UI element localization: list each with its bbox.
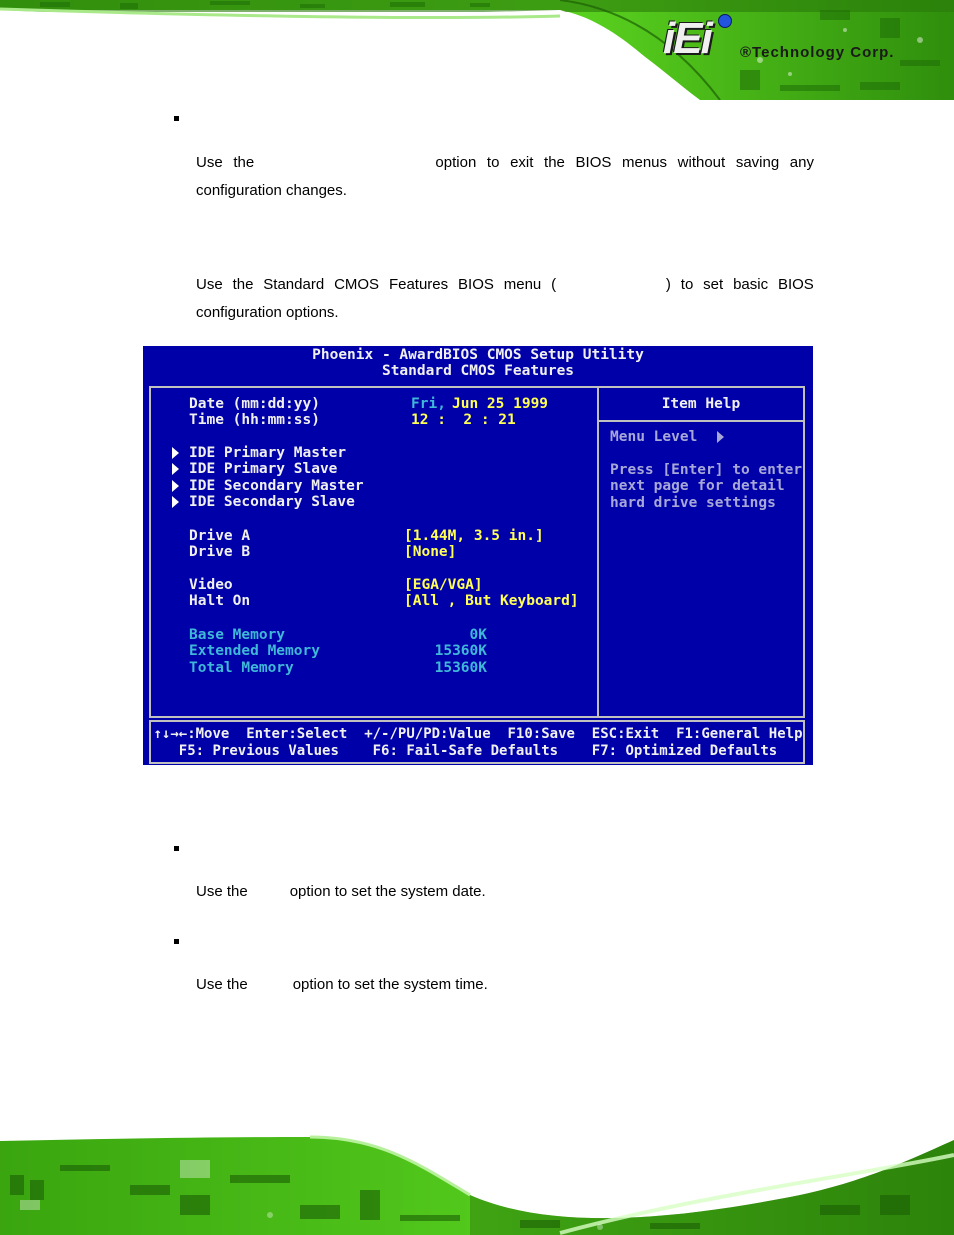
video-value[interactable]: [EGA/VGA]: [404, 577, 483, 593]
paragraph-line: configuration options.: [196, 304, 339, 321]
submenu-arrow-icon: [172, 463, 179, 475]
word: (: [551, 276, 557, 293]
word: menu: [503, 276, 542, 293]
word: any: [789, 154, 814, 171]
text-segment: Use the: [196, 883, 248, 900]
paragraph-standard-cmos: [196, 271, 814, 327]
video-label[interactable]: Video: [189, 577, 233, 593]
help-line: hard drive settings: [610, 495, 776, 511]
paragraph-time: [196, 971, 814, 999]
word: basic: [733, 276, 769, 293]
word: exit: [510, 154, 534, 171]
word: to: [680, 276, 694, 293]
page-header: [0, 0, 954, 100]
menu-level-label: Menu Level: [610, 429, 698, 445]
help-line: Press [Enter] to enter: [610, 462, 803, 478]
company-logo-mark: iEi: [663, 14, 711, 63]
word: CMOS: [334, 276, 380, 293]
paragraph-exit-option: [196, 149, 814, 205]
menu-level-arrow-icon: [717, 431, 724, 443]
word: BIOS: [575, 154, 612, 171]
bullet-icon: [174, 939, 179, 944]
bullet-icon: [174, 846, 179, 851]
word: BIOS: [777, 276, 814, 293]
halt-on-label[interactable]: Halt On: [189, 593, 251, 609]
base-memory-label: Base Memory: [189, 627, 286, 643]
extended-memory-label: Extended Memory: [189, 643, 320, 659]
date-label[interactable]: Date (mm:dd:yy): [189, 396, 320, 412]
word: saving: [735, 154, 780, 171]
item-help-title: Item Help: [661, 396, 741, 412]
date-day: Fri,: [411, 396, 446, 412]
text-segment: option to set the system time.: [292, 976, 488, 993]
total-memory-value: 15360K: [434, 660, 487, 676]
ide-secondary-slave[interactable]: IDE Secondary Slave: [189, 494, 355, 510]
word: to: [486, 154, 500, 171]
total-memory-label: Total Memory: [189, 660, 294, 676]
paragraph-line: configuration changes.: [196, 182, 347, 199]
halt-on-value[interactable]: [All , But Keyboard]: [404, 593, 579, 609]
date-value[interactable]: Jun 25 1999: [452, 396, 549, 412]
drive-a-value[interactable]: [1.44M, 3.5 in.]: [404, 528, 544, 544]
bios-subtitle: Standard CMOS Features: [381, 363, 575, 379]
logo-dot-icon: [718, 14, 732, 28]
bios-screenshot: [143, 346, 813, 765]
text-segment: Use the: [196, 976, 248, 993]
paragraph-line: [196, 271, 814, 299]
bios-key-help-line1: ↑↓→←:Move Enter:Select +/-/PU/PD:Value F10:Save ESC:Exit F1:General Help: [153, 726, 803, 742]
word: set: [703, 276, 724, 293]
page-footer: [0, 1135, 954, 1235]
submenu-arrow-icon: [172, 447, 179, 459]
company-name: ®Technology Corp.: [740, 44, 895, 61]
help-divider: [599, 420, 803, 422]
word: option: [435, 154, 477, 171]
text-segment: option to set the system date.: [289, 883, 486, 900]
ide-primary-slave[interactable]: IDE Primary Slave: [189, 461, 338, 477]
help-line: next page for detail: [610, 478, 785, 494]
bullet-icon: [174, 116, 179, 121]
word: without: [677, 154, 726, 171]
word: the: [232, 276, 254, 293]
word: the: [233, 154, 255, 171]
time-value[interactable]: 12 : 2 : 21: [411, 412, 516, 428]
extended-memory-value: 15360K: [434, 643, 487, 659]
bios-title: Phoenix - AwardBIOS CMOS Setup Utility: [312, 347, 644, 363]
word: Standard: [263, 276, 325, 293]
circuit-board-footer-graphic: [0, 1135, 954, 1235]
submenu-arrow-icon: [172, 480, 179, 492]
paragraph-date: [196, 878, 814, 906]
word: the: [544, 154, 565, 171]
figure-ref-gap: [566, 271, 656, 299]
bios-key-help-line2: F5: Previous Values F6: Fail-Safe Defaults F7: Optimized Defaults: [178, 743, 778, 759]
ide-primary-master[interactable]: IDE Primary Master: [189, 445, 347, 461]
time-label[interactable]: Time (hh:mm:ss): [189, 412, 320, 428]
word: ): [665, 276, 671, 293]
ide-secondary-master[interactable]: IDE Secondary Master: [189, 478, 364, 494]
submenu-arrow-icon: [172, 496, 179, 508]
drive-b-value[interactable]: [None]: [404, 544, 457, 560]
drive-a-label[interactable]: Drive A: [189, 528, 251, 544]
option-name-gap: [265, 149, 425, 177]
paragraph-line: [196, 149, 814, 177]
base-memory-value: 0K: [469, 627, 487, 643]
drive-b-label[interactable]: Drive B: [189, 544, 251, 560]
word: Features: [388, 276, 449, 293]
word: menus: [622, 154, 668, 171]
word: Use: [196, 276, 223, 293]
word: Use: [196, 154, 223, 171]
word: BIOS: [458, 276, 494, 293]
